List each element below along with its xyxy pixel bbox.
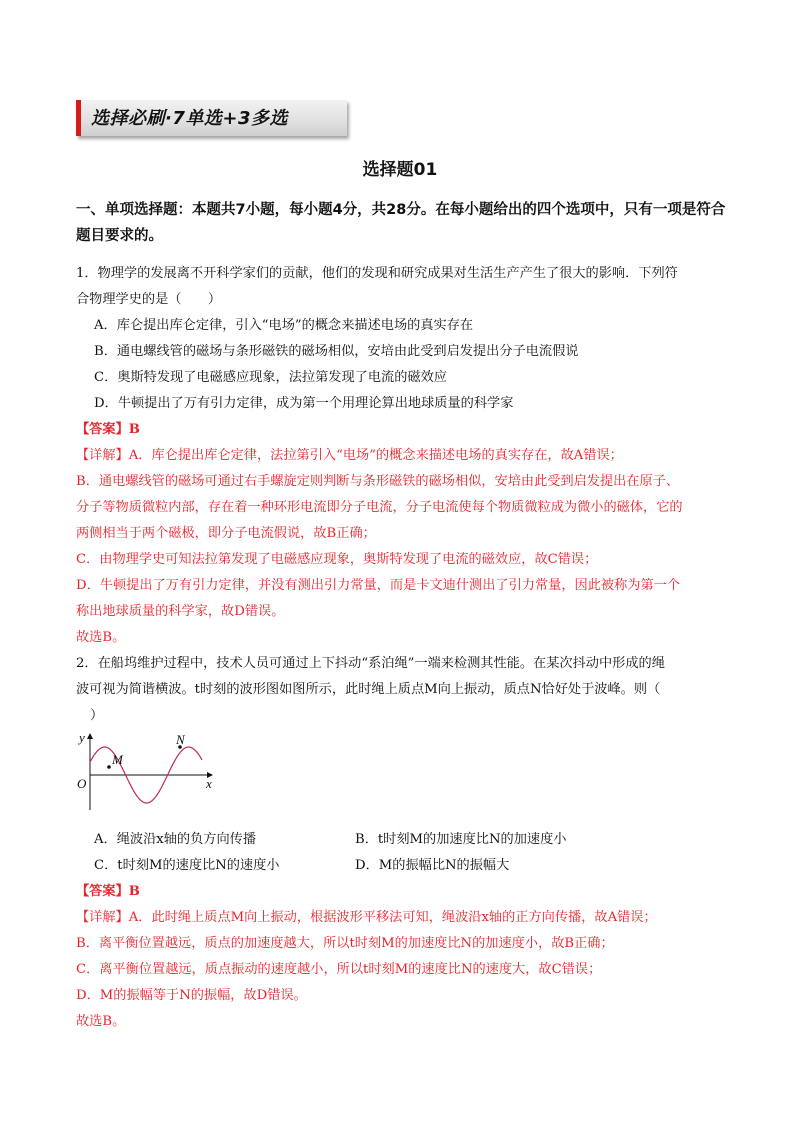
q1-detail-line-2: B．通电螺线管的磁场可通过右手螺旋定则判断与条形磁铁的磁场相似，安培由此受到启发提出在原子、 [76,474,680,489]
page-title: 选择题01 [362,160,438,180]
q2-answer: 【答案】B [76,884,140,899]
point-m [107,765,111,769]
q1-option-d: D．牛顿提出了万有引力定律，成为第一个用理论算出地球质量的科学家 [94,396,514,411]
q1-detail-line-7: 称出地球质量的科学家，故D错误。 [76,604,285,619]
x-axis-label: x [206,776,212,791]
wave-figure [76,730,220,820]
section-heading: 一、单项选择题：本题共7小题，每小题4分，共28分。在每小题给出的四个选项中，只有一项是符合题目要求的。 [76,202,726,244]
q2-stem-line-2: 波可视为简谐横波。t时刻的波形图如图所示，此时绳上质点M向上振动，质点N恰好处于波峰。则（ [76,682,661,697]
q1-option-a: A．库仑提出库仑定律，引入“电场”的概念来描述电场的真实存在 [94,318,474,333]
q1-stem-line-2: 合物理学史的是（ ） [76,292,222,307]
point-n-label: N [176,732,185,747]
q1-detail-line-3: 分子等物质微粒内部，存在着一种环形电流即分子电流，分子电流使每个物质微粒成为微小的磁体，它的 [76,500,683,515]
banner-text: 选择必刷·7单选+3多选 [91,108,288,129]
q2-option-a: A．绳波沿x轴的负方向传播 [94,832,257,847]
y-axis-label: y [79,730,85,745]
q2-conclusion: 故选B。 [76,1014,126,1029]
category-banner [76,100,347,136]
q1-detail-line-4: 两侧相当于两个磁极，即分子电流假说，故B正确； [76,526,376,541]
q1-detail-line-6: D．牛顿提出了万有引力定律，并没有测出引力常量，而是卡文迪什测出了引力常量，因此被称为第一个 [76,578,681,593]
q2-option-b: B．t时刻M的加速度比N的加速度小 [355,832,567,847]
q2-option-c: C．t时刻M的速度比N的速度小 [94,858,280,873]
q2-detail-line-3: C．离平衡位置越远，质点振动的速度越小，所以t时刻M的速度比N的速度大，故C错误； [76,962,602,977]
q2-stem-line-1: 2．在船坞维护过程中，技术人员可通过上下抖动“系泊绳”一端来检测其性能。在某次抖动中形成的绳 [76,656,665,671]
origin-label: O [77,776,87,791]
q2-detail-line-4: D．M的振幅等于N的振幅，故D错误。 [76,988,307,1003]
q2-detail-line-1: 【详解】A．此时绳上质点M向上振动，根据波形平移法可知，绳波沿x轴的正方向传播，故A错误； [76,910,657,925]
q1-detail-line-1: 【详解】A．库仑提出库仑定律，法拉第引入“电场”的概念来描述电场的真实存在，故A错误； [76,448,623,463]
point-m-label: M [112,752,123,767]
q1-stem-line-1: 1．物理学的发展离不开科学家们的贡献，他们的发现和研究成果对生活生产产生了很大的影响．下列符 [76,266,678,281]
q1-detail-line-5: C．由物理学史可知法拉第发现了电磁感应现象，奥斯特发现了电流的磁效应，故C错误； [76,552,598,567]
q1-option-c: C．奥斯特发现了电磁感应现象，法拉第发现了电流的磁效应 [94,370,447,385]
q2-stem-line-3: ） [90,708,104,723]
q2-option-d: D．M的振幅比N的振幅大 [355,858,510,873]
q2-detail-line-2: B．离平衡位置越远，质点的加速度越大，所以t时刻M的加速度比N的加速度小，故B正确； [76,936,614,951]
q1-conclusion: 故选B。 [76,630,126,645]
q1-option-b: B．通电螺线管的磁场与条形磁铁的磁场相似，安培由此受到启发提出分子电流假说 [94,344,579,359]
q1-answer: 【答案】B [76,422,140,437]
